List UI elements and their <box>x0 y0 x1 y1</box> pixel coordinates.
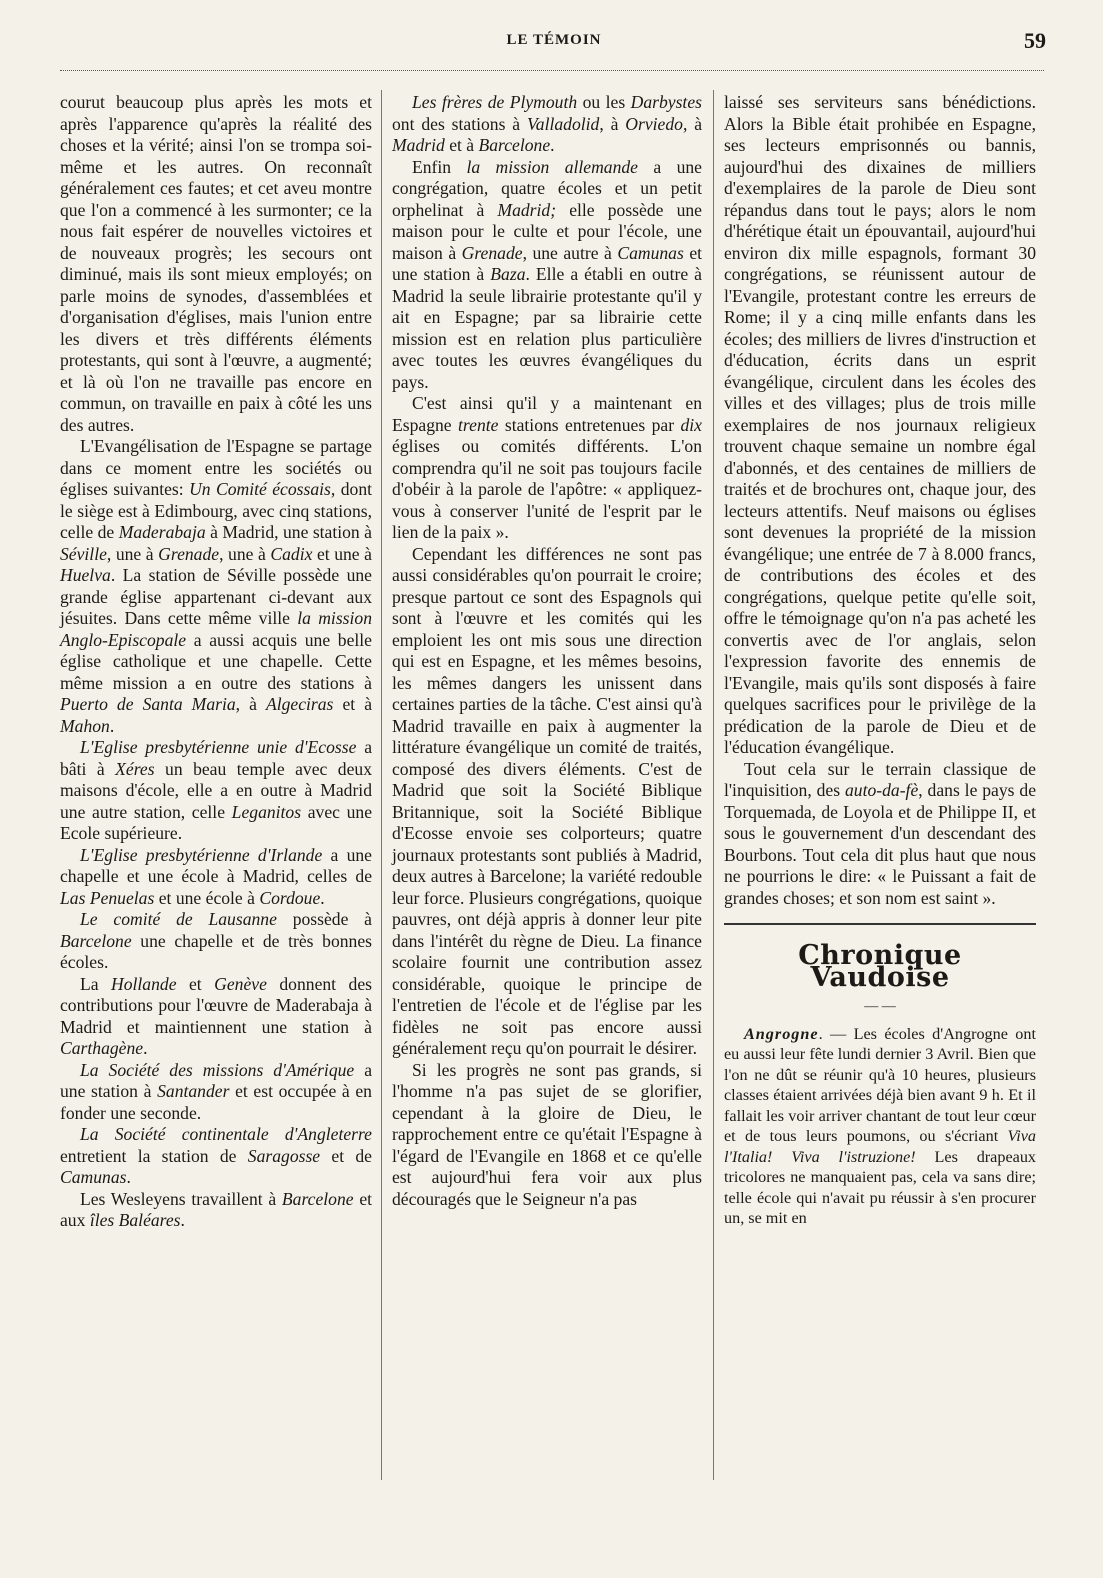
paragraph: Le comité de Lausanne possède à Barcelone une chapelle et de très bonnes écoles. <box>60 909 372 972</box>
paragraph: L'Eglise presbytérienne unie d'Ecosse a bâti à Xéres un beau temple avec deux maisons d'école, elle a en outre à Madrid une autre station, celle Leganitos avec une Ecole supérieure. <box>60 737 373 843</box>
paragraph: Angrogne. — Les écoles d'Angrogne ont eu aussi leur fête lundi dernier 3 Avril. Bien que l'on ne dût se réunir qu'à 10 heures, plusieurs classes étaient arrivées déjà bien avant 9 h. Et il fallait les voir arriver chantant de tout leur cœur et de tous leurs poumons, ou s'écriant Viva l'Italia! Viva l'istruzione! Les drapeaux tricolores ne manquaient pas, cela va sans dire; telle école qui n'avait pu réussir à s'en procurer un, se mit en <box>724 1024 1037 1227</box>
paragraph: C'est ainsi qu'il y a maintenant en Espagne trente stations entretenues par dix églises ou comités différents. L'on comprendra qu'il ne soit pas toujours facile d'obéir à la parole de l'apôtre: « appliquez-vous à conserver l'unité de l'esprit par le lien de la paix ». <box>392 393 702 542</box>
section-rule <box>724 923 1036 925</box>
column-rule-1 <box>381 90 382 1480</box>
paragraph: L'Evangélisation de l'Espagne se partage dans ce moment entre les sociétés ou églises suivantes: Un Comité écossais, dont le siège est à Edimbourg, avec cinq stations, celle de Maderabaja à Madrid, une station à Séville, une à Grenade, une à Cadix et une à Huelva. La station de Séville possède une grande église appartenant ci-devant aux jésuites. Dans cette même ville la mission Anglo-Episcopale a aussi acquis une belle église catholique et une chapelle. Cette même mission a en outre des stations à Puerto de Santa Maria, à Algeciras et à Mahon. <box>60 436 373 736</box>
column-3 <box>724 92 1036 1229</box>
paragraph: laissé ses serviteurs sans bénédictions. Alors la Bible était prohibée en Espagne, ses lecteurs emprisonnés ou bannis, aujourd'hui des dixaines de milliers d'exemplaires de la parole de Dieu sont répandus dans tout le pays; alors le nom d'hérétique était un épouvantail, aujourd'hui environ dix mille espagnols, formant 30 congrégations, se réunissent autour de l'Evangile, protestant contre les erreurs de Rome; il y a cinq mille enfants dans les écoles; des milliers de livres d'instruction et d'éducation, écrits dans un esprit évangélique, circulent dans les écoles des villes et des villages; plus de trois mille exemplaires de nos journaux religieux trouvent chaque semaine un nombre égal d'abonnés, et des centaines de milliers de traités et de brochures ont, chaque jour, des lecteurs attentifs. Neuf maisons ou églises sont devenues la propriété de la mission évangélique; une entrée de 7 à 8.000 francs, de contributions des écoles et des congrégations, quelque petite qu'elle soit, offre le témoignage qu'on n'a pas acheté les convertis avec de l'or anglais, selon l'expression favorite des ennemis de l'Evangile, mais qu'ils sont disposés à faire quelques sacrifices pour le privilège de la prédication de la parole de Dieu et de l'éducation évangélique. <box>724 92 1036 757</box>
header-rule <box>60 70 1044 71</box>
paragraph: Enfin la mission allemande a une congrégation, quatre écoles et un petit orphelinat à Madrid; elle possède une maison pour le culte et pour l'école, une maison à Grenade, une autre à Camunas et une station à Baza. Elle a établi en outre à Madrid la seule librairie protestante qu'il y ait en Espagne; par sa librairie cette mission est en relation plus particulière avec toutes les œuvres évangéliques du pays. <box>392 156 703 392</box>
column-2 <box>392 92 702 1210</box>
paragraph: La Société des missions d'Amérique a une station à Santander et est occupée à en fonder une seconde. <box>60 1059 373 1123</box>
section-title: Chronique Vaudoise <box>798 940 962 993</box>
column-rule-2 <box>713 90 714 1480</box>
paragraph: La Société continentale d'Angleterre entretient la station de Saragosse et de Camunas. <box>60 1124 372 1187</box>
run-in-heading: Angrogne <box>744 1024 819 1043</box>
paragraph: Les frères de Plymouth ou les Darbystes ont des stations à Valladolid, à Orviedo, à Madrid et à Barcelone. <box>392 92 703 155</box>
page-header <box>62 26 1046 52</box>
paragraph: Cependant les différences ne sont pas aussi considérables qu'on pourrait le croire; presque partout ce sont des Espagnols qui sont à l'œuvre et les comités qui les emploient les ont mis sous une direction qui est en Espagne, et les mêmes besoins, les mêmes dangers les unissent dans certaines parties de la tâche. C'est ainsi qu'à Madrid travaille en paix à augmenter la littérature évangélique un comité de traités, composé des divers éléments. C'est de Madrid que soit la Société Biblique Britannique, soit la Société Biblique d'Ecosse envoie ses colporteurs; quatre journaux protestants sont publiés à Madrid, deux autres à Barcelone; la variété redouble leur force. Plusieurs congrégations, quoique pauvres, ont déjà appris à donner leur pite dans l'intérêt du règne de Dieu. La finance scolaire fournit une contribution assez considérable, quoique le principe de l'entretien de l'école et de l'église par les fidèles ne soit pas encore aussi généralement reçu qu'on pourrait le désirer. <box>392 543 702 1058</box>
paragraph: La Hollande et Genève donnent des contributions pour l'œuvre de Maderabaja à Madrid et maintiennent une station à Carthagène. <box>60 973 372 1058</box>
paragraph: L'Eglise presbytérienne d'Irlande a une chapelle et une école à Madrid, celles de Las Penuelas et une école à Cordoue. <box>60 844 372 908</box>
paragraph: Les Wesleyens travaillent à Barcelone et aux îles Baléares. <box>60 1188 373 1230</box>
column-1 <box>60 92 372 1232</box>
paragraph: courut beaucoup plus après les mots et après l'apparence qu'après la réalité des choses et la vérité; ainsi l'on se trompa soi-même et les autres. On reconnaît généralement ces fautes; et cet aveu montre que l'on a commencé à les surmonter; ce la nous fait espérer de nouvelles victoires et de nouveaux progrès; les secours ont diminué, mais ils sont mieux employés; on parle moins de synodes, d'assemblées et d'organisation d'églises, mais l'union entre les divers et très différents éléments protestants, qui sont à l'œuvre, a augmenté; et là où l'on ne travaille pas encore en commun, on travaille en paix à côté les uns des autres. <box>60 92 372 435</box>
paragraph: Si les progrès ne sont pas grands, si l'homme n'a pas sujet de se glorifier, cependant à la gloire de Dieu, le rapprochement entre ce qu'était l'Espagne à l'égard de l'Evangile en 1868 et ce qu'elle est aujourd'hui fera voir aux plus découragés que le Seigneur n'a pas <box>392 1059 702 1209</box>
running-title: LE TÉMOIN <box>506 32 602 48</box>
paragraph: Tout cela sur le terrain classique de l'inquisition, des auto-da-fè, dans le pays de Torquemada, de Loyola et de Philippe II, et sous le gouvernement d'un descendant des Bourbons. Tout cela dit plus haut que nous ne pourrions le dire: « le Puissant a fait de grandes choses; et son nom est saint ». <box>724 758 1036 908</box>
section-dash: — — <box>864 999 896 1014</box>
page-number: 59 <box>1024 28 1046 53</box>
